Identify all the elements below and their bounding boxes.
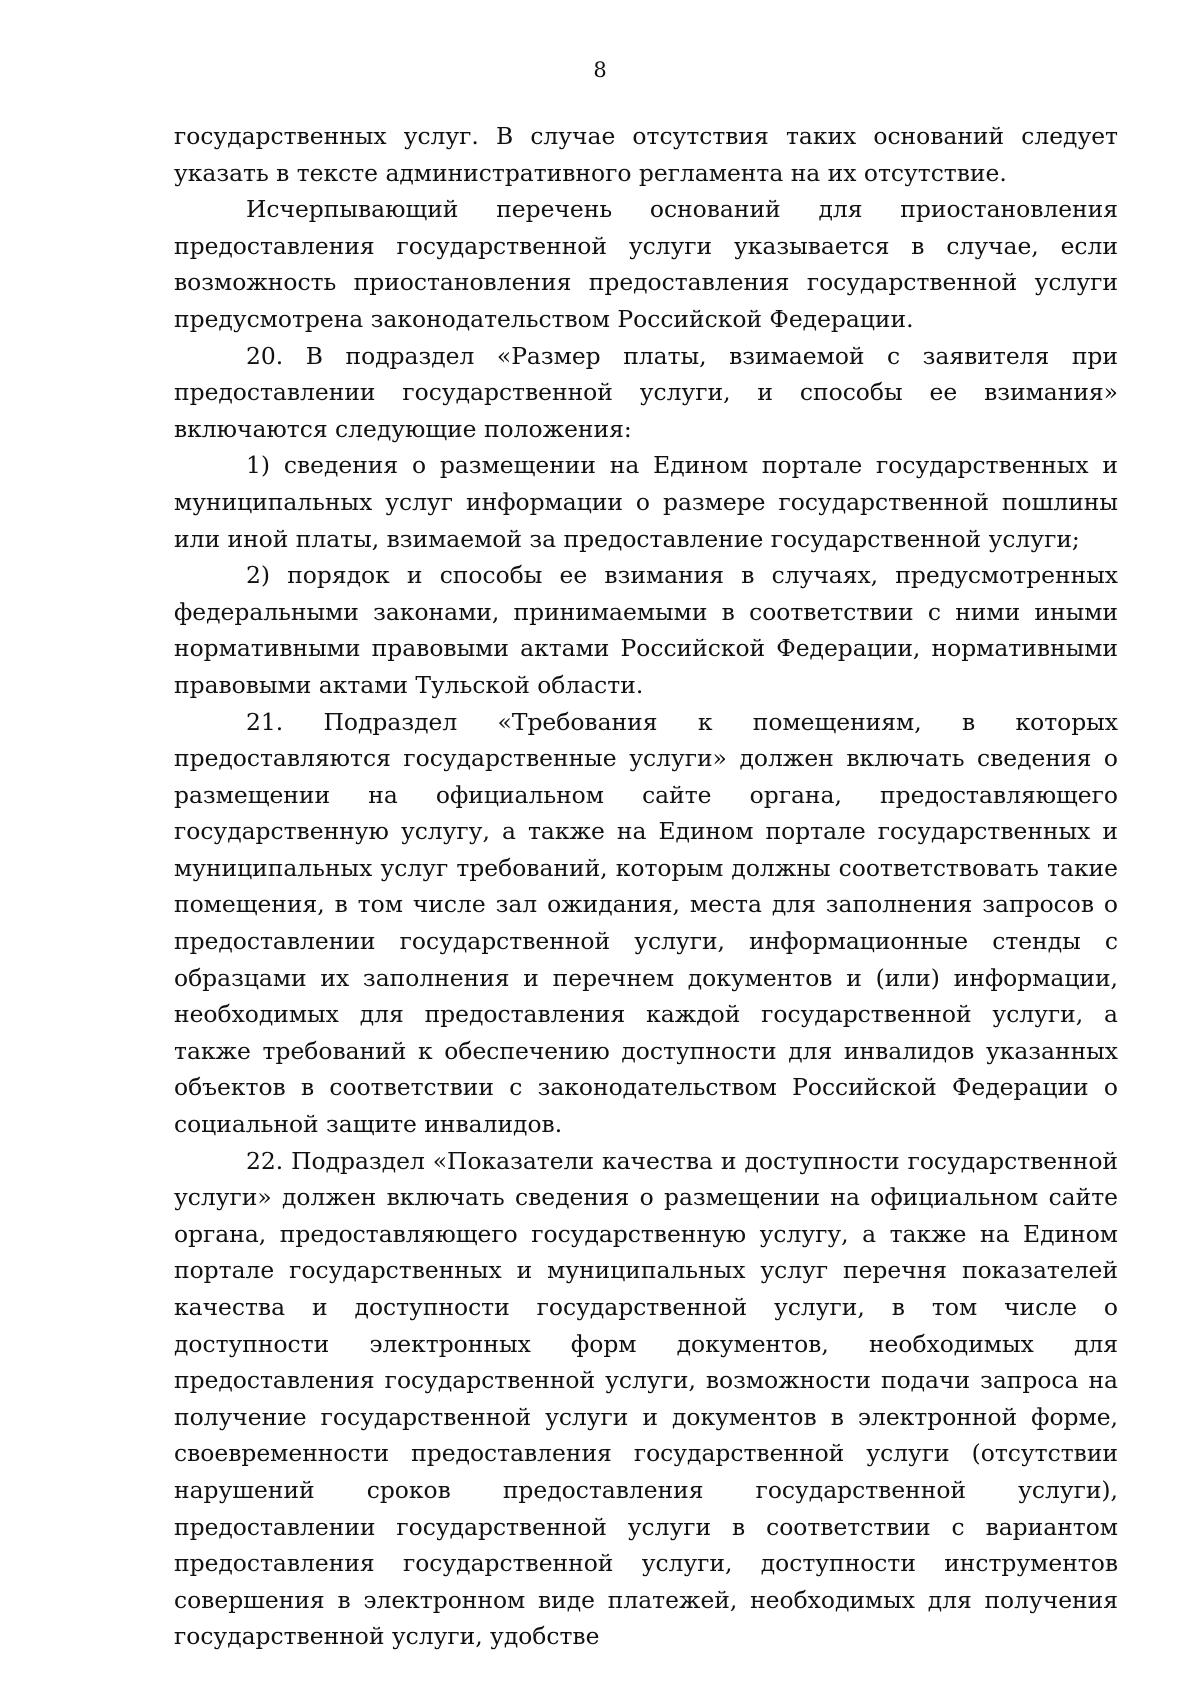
- paragraph-suspension-grounds: Исчерпывающий перечень оснований для приостановления предоставления государственной услуги указывается в случае, если возможность приостановления предоставления государственной услуги предусмотрена законодательством Российской Федерации.: [174, 195, 1118, 333]
- paragraph-item-20-2: 2) порядок и способы ее взимания в случаях, предусмотренных федеральными законами, принимаемыми в соответствии с ними иными нормативными правовыми актами Российской Федерации, нормативными правовыми актами Тульской области.: [174, 561, 1118, 699]
- paragraph-item-22: 22. Подраздел «Показатели качества и доступности государственной услуги» должен включать сведения о размещении на официальном сайте органа, предоставляющего государственную услугу, а также на Едином портале государственных и муниципальных услуг перечня показателей качества и доступности государственной услуги, в том числе о доступности электронных форм документов, необходимых для предоставления государственной услуги, возможности подачи запроса на получение государственной услуги и документов в электронной форме, своевременности предоставления государственной услуги (отсутствии нарушений сроков предоставления государственной услуги), предоставлении государственной услуги в соответствии с вариантом предоставления государственной услуги, доступности инструментов совершения в электронном виде платежей, необходимых для получения государственной услуги, удобстве: [174, 1146, 1118, 1651]
- paragraph-item-20-1: 1) сведения о размещении на Едином портале государственных и муниципальных услуг информации о размере государственной пошлины или иной платы, взимаемой за предоставление государственной услуги;: [174, 451, 1118, 553]
- page-number: 8: [593, 58, 607, 82]
- paragraph-item-20: 20. В подраздел «Размер платы, взимаемой с заявителя при предоставлении государственной услуги, и способы ее взимания» включаются следующие положения:: [174, 341, 1118, 443]
- document-body: [174, 118, 1118, 1655]
- paragraph-item-21: 21. Подраздел «Требования к помещениям, в которых предоставляются государственные услуги» должен включать сведения о размещении на официальном сайте органа, предоставляющего государственную услугу, а также на Едином портале государственных и муниципальных услуг требований, которым должны соответствовать такие помещения, в том числе зал ожидания, места для заполнения запросов о предоставлении государственной услуги, информационные стенды с образцами их заполнения и перечнем документов и (или) информации, необходимых для предоставления каждой государственной услуги, а также требований к обеспечению доступности для инвалидов указанных объектов в соответствии с законодательством Российской Федерации о социальной защите инвалидов.: [174, 707, 1118, 1139]
- paragraph-continuation: государственных услуг. В случае отсутствия таких оснований следует указать в тексте административного регламента на их отсутствие.: [174, 122, 1118, 187]
